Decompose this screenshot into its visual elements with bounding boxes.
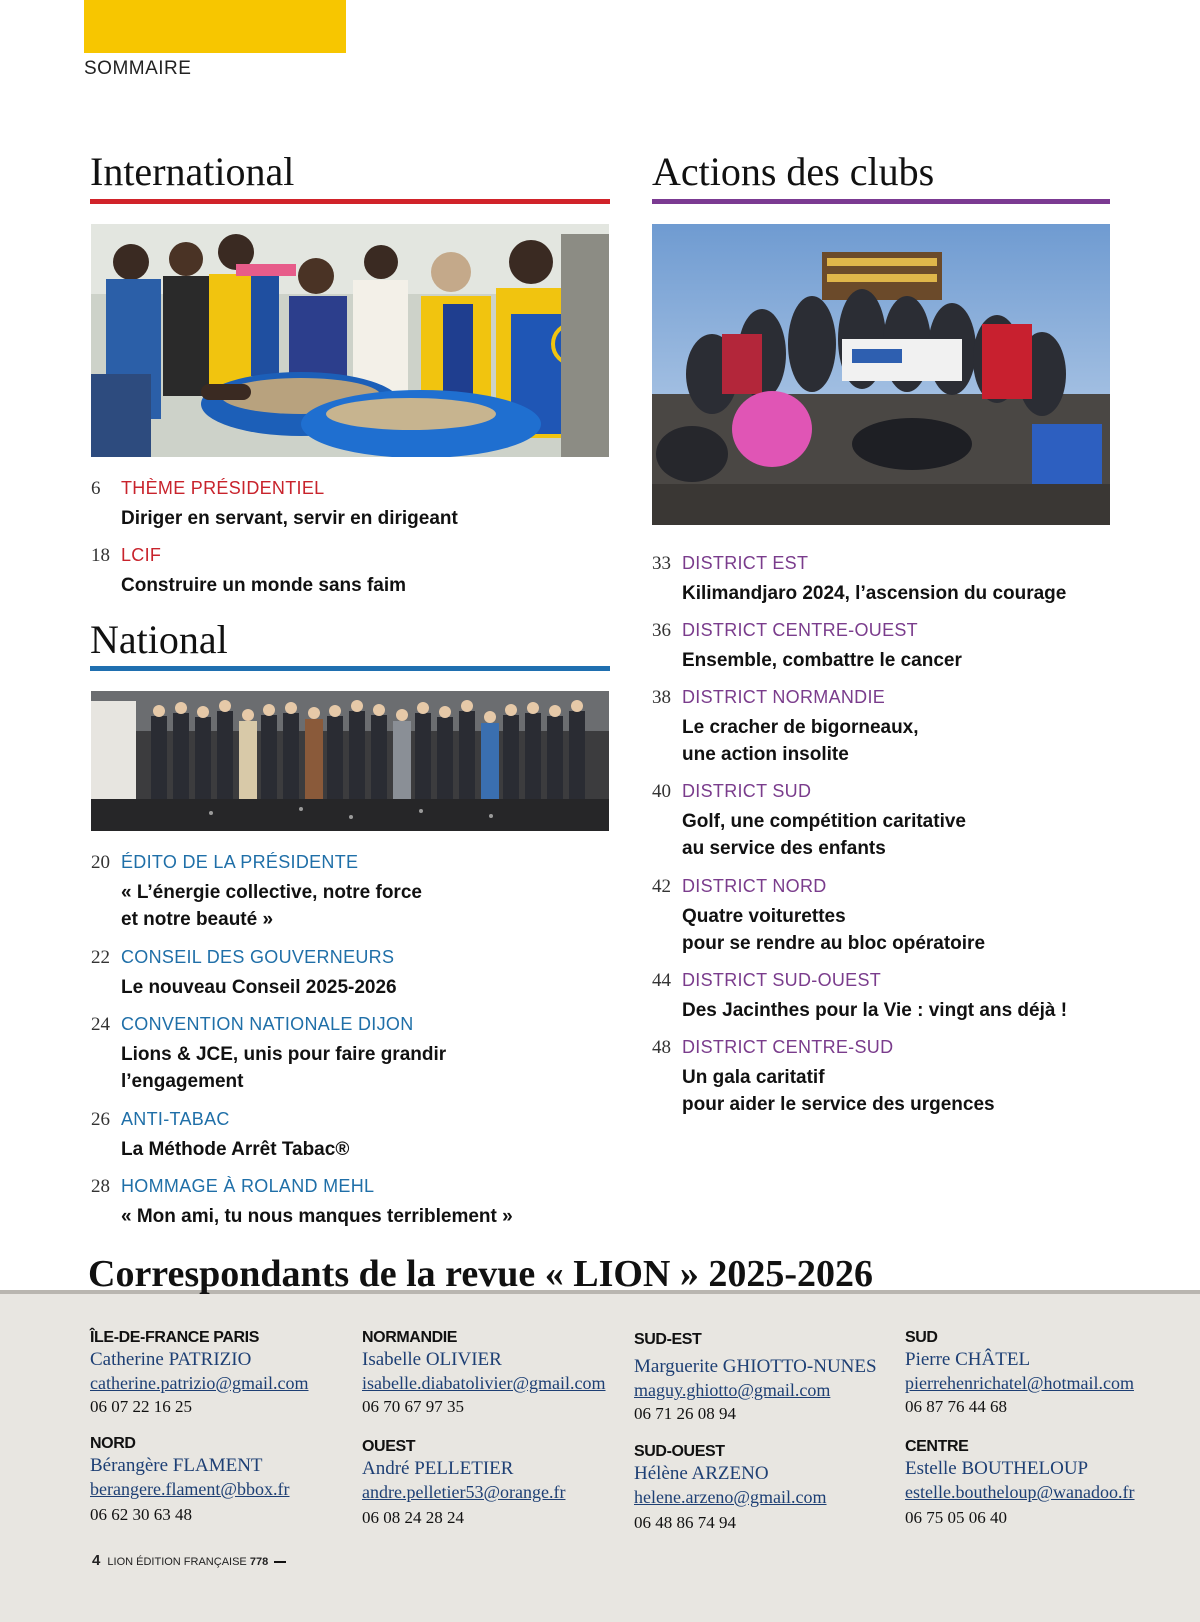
photo-international [91, 224, 609, 457]
toc-entry[interactable] [91, 852, 611, 936]
correspondent-region: ÎLE-DE-FRANCE PARIS [90, 1329, 259, 1346]
toc-page-number: 20 [91, 852, 110, 873]
toc-category: CONSEIL DES GOUVERNEURS [121, 947, 395, 967]
correspondent-email-link[interactable]: maguy.ghiotto@gmail.com [634, 1380, 831, 1400]
toc-category: DISTRICT NORMANDIE [682, 687, 886, 707]
toc-category: DISTRICT CENTRE-OUEST [682, 620, 918, 640]
toc-category: ANTI-TABAC [121, 1109, 230, 1129]
correspondent-card [90, 1434, 362, 1527]
toc-title: Le cracher de bigorneaux, une action insolite [682, 717, 919, 765]
section-rule-actions [652, 199, 1110, 204]
toc-page-number: 24 [91, 1014, 110, 1035]
correspondents-title: Correspondants de la revue « LION » 2025-2026 [88, 1253, 874, 1295]
correspondent-phone: 06 62 30 63 48 [90, 1505, 192, 1524]
toc-entry[interactable] [652, 876, 1172, 960]
toc-category: DISTRICT SUD-OUEST [682, 970, 882, 990]
toc-page-number: 26 [91, 1109, 110, 1130]
page-footer [92, 1552, 286, 1569]
footer-issue: 778 [249, 1556, 269, 1568]
correspondent-email-link[interactable]: catherine.patrizio@gmail.com [90, 1373, 309, 1393]
toc-page-number: 40 [652, 781, 671, 802]
toc-category: LCIF [121, 545, 162, 565]
correspondent-region: NORD [90, 1435, 136, 1452]
correspondent-card [905, 1328, 1177, 1419]
correspondent-name: Isabelle OLIVIER [362, 1349, 502, 1370]
toc-page-number: 33 [652, 553, 671, 574]
section-rule-national [90, 666, 610, 671]
toc-entry[interactable] [91, 947, 611, 1003]
section-rule-international [90, 199, 610, 204]
toc-title: Des Jacinthes pour la Vie : vingt ans déjà ! [682, 1000, 1068, 1021]
toc-page-number: 38 [652, 687, 671, 708]
correspondent-phone: 06 70 67 97 35 [362, 1397, 464, 1416]
toc-category: HOMMAGE À ROLAND MEHL [121, 1176, 375, 1196]
correspondent-email-link[interactable]: helene.arzeno@gmail.com [634, 1487, 827, 1507]
toc-category: ÉDITO DE LA PRÉSIDENTE [121, 852, 359, 872]
correspondent-name: Estelle BOUTHELOUP [905, 1458, 1089, 1479]
toc-entry[interactable] [652, 687, 1172, 771]
correspondent-name: Pierre CHÂTEL [905, 1349, 1031, 1370]
correspondent-region: NORMANDIE [362, 1329, 458, 1346]
correspondent-phone: 06 75 05 06 40 [905, 1508, 1007, 1527]
toc-entry[interactable] [652, 1037, 1172, 1121]
correspondent-card [905, 1437, 1177, 1530]
toc-entry[interactable] [91, 478, 611, 534]
correspondent-name: Hélène ARZENO [634, 1463, 769, 1484]
correspondent-region: OUEST [362, 1438, 416, 1455]
toc-title: « Mon ami, tu nous manques terriblement » [121, 1206, 513, 1227]
toc-category: DISTRICT CENTRE-SUD [682, 1037, 894, 1057]
toc-page-number: 28 [91, 1176, 110, 1197]
correspondent-phone: 06 48 86 74 94 [634, 1513, 736, 1532]
correspondent-region: SUD [905, 1329, 938, 1346]
correspondent-region: CENTRE [905, 1438, 969, 1455]
toc-entry[interactable] [652, 781, 1172, 865]
footer-page-number: 4 [92, 1552, 101, 1569]
toc-category: DISTRICT NORD [682, 876, 827, 896]
correspondent-card [90, 1328, 362, 1419]
footer-dash [274, 1561, 286, 1563]
correspondent-region: SUD-OUEST [634, 1443, 725, 1460]
toc-page-number: 6 [91, 478, 101, 499]
toc-title: Lions & JCE, unis pour faire grandir l’engagement [121, 1044, 447, 1092]
correspondent-phone: 06 08 24 28 24 [362, 1508, 464, 1527]
section-title-national: National [90, 617, 228, 662]
toc-entry[interactable] [652, 970, 1172, 1026]
correspondent-email-link[interactable]: estelle.boutheloup@wanadoo.fr [905, 1482, 1135, 1502]
footer-publication: LION ÉDITION FRANÇAISE [107, 1556, 247, 1568]
correspondent-card [634, 1330, 906, 1426]
correspondent-email-link[interactable]: pierrehenrichatel@hotmail.com [905, 1373, 1134, 1393]
toc-entry[interactable] [91, 1176, 611, 1232]
correspondent-name: André PELLETIER [362, 1458, 514, 1479]
toc-entry[interactable] [91, 545, 611, 601]
correspondent-card [634, 1442, 906, 1535]
photo-actions [652, 224, 1110, 525]
correspondent-region: SUD-EST [634, 1331, 702, 1348]
toc-category: DISTRICT EST [682, 553, 809, 573]
toc-title: Construire un monde sans faim [121, 575, 407, 596]
toc-title: La Méthode Arrêt Tabac® [121, 1139, 350, 1160]
toc-page-number: 42 [652, 876, 671, 897]
correspondent-email-link[interactable]: berangere.flament@bbox.fr [90, 1479, 290, 1499]
correspondent-name: Bérangère FLAMENT [90, 1455, 263, 1476]
photo-national [91, 691, 609, 831]
toc-entry[interactable] [652, 553, 1172, 609]
toc-title: Quatre voiturettes pour se rendre au bloc opératoire [682, 906, 986, 954]
toc-title: Ensemble, combattre le cancer [682, 650, 962, 671]
toc-page-number: 18 [91, 545, 110, 566]
correspondent-phone: 06 87 76 44 68 [905, 1397, 1007, 1416]
toc-entry[interactable] [91, 1109, 611, 1165]
section-title-actions: Actions des clubs [652, 149, 935, 194]
toc-page-number: 22 [91, 947, 110, 968]
toc-category: CONVENTION NATIONALE DIJON [121, 1014, 414, 1034]
toc-title: Le nouveau Conseil 2025-2026 [121, 977, 397, 998]
section-label: SOMMAIRE [84, 58, 192, 79]
section-title-international: International [90, 149, 295, 194]
toc-entry[interactable] [652, 620, 1172, 676]
toc-title: « L’énergie collective, notre force et notre beauté » [121, 882, 422, 930]
toc-page-number: 44 [652, 970, 671, 991]
toc-page-number: 36 [652, 620, 671, 641]
correspondent-phone: 06 71 26 08 94 [634, 1404, 736, 1423]
toc-title: Un gala caritatif pour aider le service des urgences [682, 1067, 995, 1115]
toc-title: Diriger en servant, servir en dirigeant [121, 508, 458, 529]
toc-category: THÈME PRÉSIDENTIEL [121, 478, 325, 498]
correspondent-name: Marguerite GHIOTTO-NUNES [634, 1356, 877, 1377]
toc-category: DISTRICT SUD [682, 781, 812, 801]
toc-title: Kilimandjaro 2024, l’ascension du courage [682, 583, 1067, 604]
correspondent-card [362, 1328, 634, 1419]
toc-entry[interactable] [91, 1014, 611, 1098]
correspondent-phone: 06 07 22 16 25 [90, 1397, 192, 1416]
correspondent-card [362, 1437, 634, 1530]
correspondent-email-link[interactable]: andre.pelletier53@orange.fr [362, 1482, 566, 1502]
correspondent-email-link[interactable]: isabelle.diabatolivier@gmail.com [362, 1373, 606, 1393]
header-color-band [84, 0, 346, 53]
toc-title: Golf, une compétition caritative au service des enfants [682, 811, 966, 859]
toc-page-number: 48 [652, 1037, 671, 1058]
correspondent-name: Catherine PATRIZIO [90, 1349, 252, 1370]
